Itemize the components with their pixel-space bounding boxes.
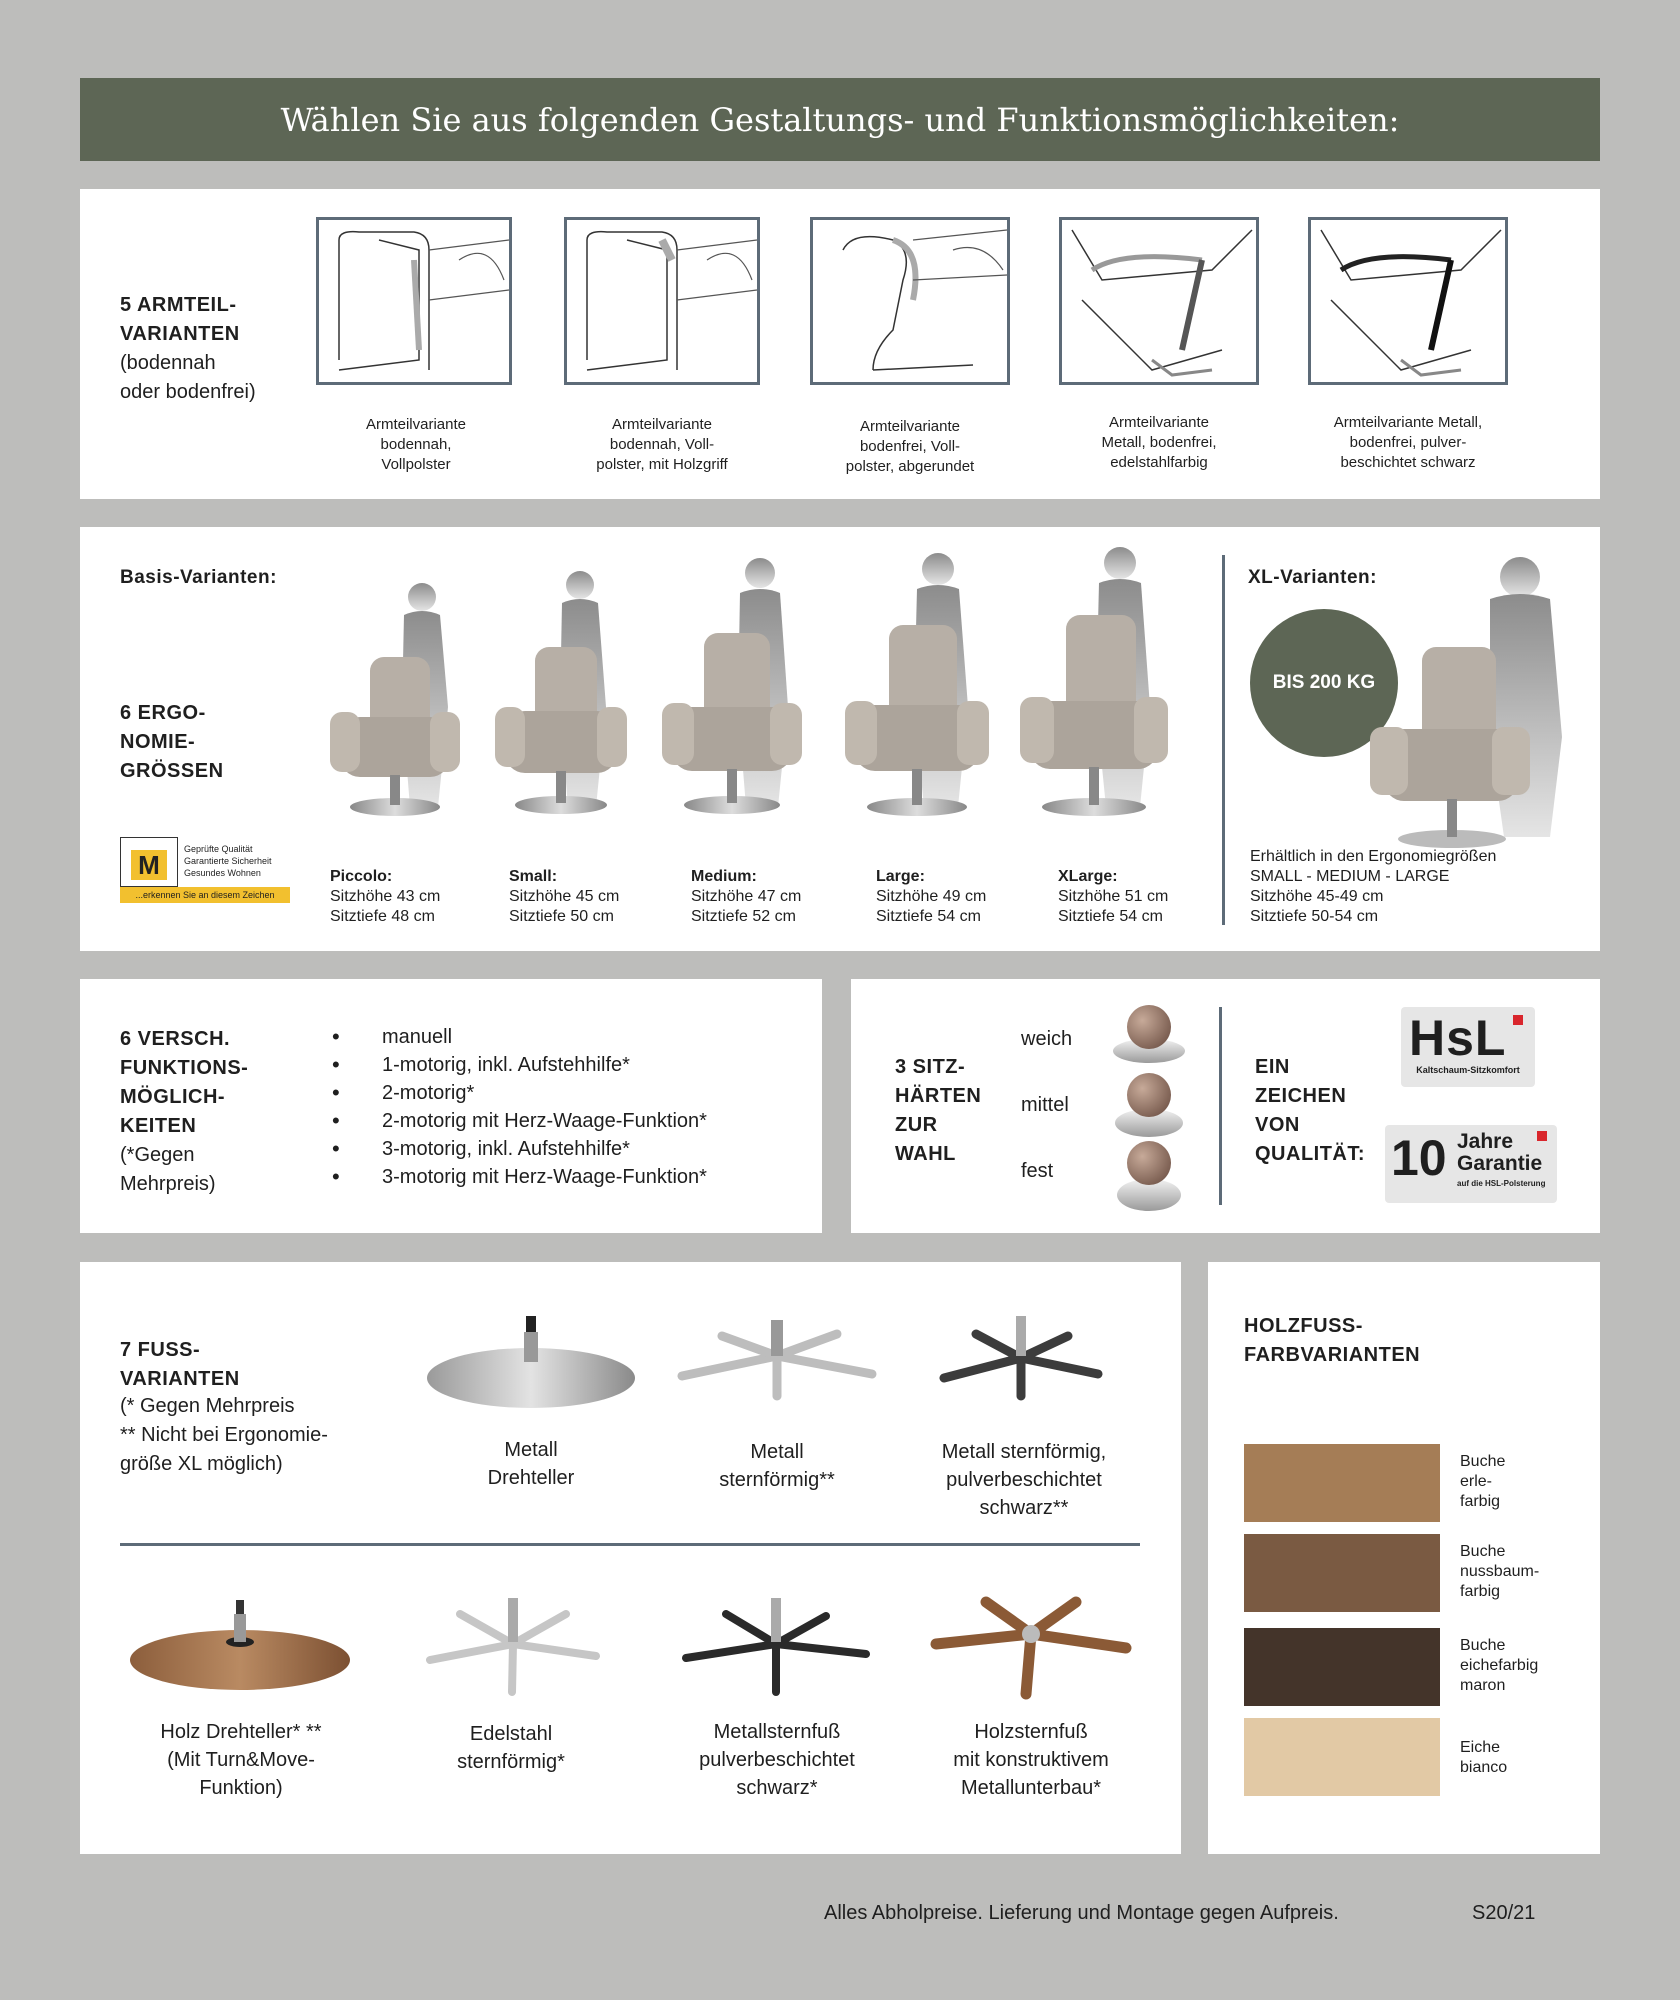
foot-metal-star-black-image [936, 1312, 1106, 1404]
feet-notes: (* Gegen Mehrpreis ** Nicht bei Ergonomie- größe XL möglich) [120, 1395, 328, 1475]
basis-variants-title: Basis-Varianten: [120, 567, 277, 588]
wood-label-buche-nussbaum: Buche nussbaum- farbig [1460, 1543, 1540, 1600]
foot-metal-star-image [672, 1316, 882, 1406]
wood-swatch-buche-nussbaum [1244, 1534, 1440, 1612]
armrest-variant-3-caption: Armteilvariante bodenfrei, Voll- polster, abgerundet [845, 418, 975, 475]
feet-panel [80, 1262, 1181, 1854]
armrest-variant-4-image [1059, 217, 1259, 385]
sizes-panel [80, 527, 1600, 951]
hsl-logo: HsL Kaltschaum-Sitzkomfort [1401, 1007, 1535, 1087]
function-item: • 2-motorig mit Herz-Waage-Funktion* [332, 1107, 707, 1135]
hardness-weich: weich [1021, 1028, 1073, 1050]
armrest-variant-2-caption: Armteilvariante bodennah, Voll- polster, mit Holzgriff [596, 416, 728, 473]
function-item: • 3-motorig mit Herz-Waage-Funktion* [332, 1163, 707, 1191]
ergonomie-chairs-image [320, 537, 1340, 857]
armrest-variant-2-image [564, 217, 760, 385]
page-header [80, 78, 1600, 161]
hsl-accent [1513, 1015, 1523, 1025]
function-item: • 3-motorig, inkl. Aufstehhilfe* [332, 1135, 707, 1163]
ergonomie-sizes-label: 6 ERGO- NOMIE- GRÖSSEN [120, 702, 224, 782]
size-medium: Medium: Sitzhöhe 47 cm Sitztiefe 52 cm [691, 868, 802, 925]
xl-chair-image [1370, 537, 1600, 857]
wood-swatch-buche-maron [1244, 1628, 1440, 1706]
guarantee-accent [1537, 1131, 1547, 1141]
foot-steel-star-image [420, 1592, 606, 1702]
function-item: • 2-motorig* [332, 1079, 707, 1107]
wood-label-eiche-bianco: Eiche bianco [1460, 1739, 1508, 1776]
wood-colors-panel [1208, 1262, 1600, 1854]
hardness-mittel: mittel [1021, 1094, 1069, 1116]
armrest-panel [80, 189, 1600, 499]
functions-label: 6 VERSCH. FUNKTIONS- MÖGLICH- KEITEN [120, 1028, 249, 1137]
armrest-label: 5 ARMTEIL- VARIANTEN [120, 294, 240, 345]
feet-label: 7 FUSS- VARIANTEN [120, 1339, 240, 1390]
foot-metal-star-black-caption: Metall sternförmig, pulverbeschichtet schwarz** [941, 1441, 1107, 1519]
foot-metal-turntable-image [424, 1312, 638, 1412]
functions-list [332, 1023, 707, 1191]
armrest-variant-1-caption: Armteilvariante bodennah, Vollpolster [365, 416, 467, 473]
hardness-quality-divider [1219, 1007, 1222, 1205]
feet-divider [120, 1543, 1140, 1546]
seal-line-1: Geprüfte Qualität [184, 844, 253, 854]
wood-swatch-buche-erle [1244, 1444, 1440, 1522]
quality-seal-logo: M [120, 837, 178, 887]
xl-weight-badge: BIS 200 KG [1250, 609, 1398, 757]
footer-note: Alles Abholpreise. Lieferung und Montage gegen Aufpreis. [824, 1902, 1339, 1924]
size-small: Small: Sitzhöhe 45 cm Sitztiefe 50 cm [509, 868, 620, 925]
armrest-variant-3-image [810, 217, 1010, 385]
armrest-sublabel: (bodennah oder bodenfrei) [120, 352, 256, 403]
page-number: S20/21 [1472, 1902, 1536, 1924]
quality-seal [120, 837, 290, 900]
xl-variants-title: XL-Varianten: [1248, 567, 1377, 588]
hardness-quality-panel [851, 979, 1600, 1233]
armrest-variant-5-caption: Armteilvariante Metall, bodenfrei, pulver- beschichtet schwarz [1333, 414, 1483, 471]
hardness-fest: fest [1021, 1160, 1054, 1182]
wood-label-buche-erle: Buche erle- farbig [1460, 1453, 1506, 1510]
foot-black-star-image [676, 1592, 876, 1702]
seal-line-2: Garantierte Sicherheit [184, 856, 272, 866]
foot-metal-turntable-caption: Metall Drehteller [487, 1439, 575, 1489]
armrest-variant-5-image [1308, 217, 1508, 385]
foot-black-star-caption: Metallsternfuß pulverbeschichtet schwarz* [699, 1721, 855, 1799]
xl-details: Erhältlich in den Ergonomiegrößen SMALL - MEDIUM - LARGE Sitzhöhe 45-49 cm Sitztiefe 50-54 cm [1250, 848, 1497, 925]
functions-panel [80, 979, 822, 1233]
foot-metal-star-caption: Metall sternförmig** [719, 1441, 835, 1491]
xl-divider [1222, 555, 1225, 925]
size-piccolo: Piccolo: Sitzhöhe 43 cm Sitztiefe 48 cm [330, 868, 441, 925]
hardness-spheres-image [1109, 1005, 1189, 1215]
function-item: • manuell [332, 1023, 707, 1051]
function-item: • 1-motorig, inkl. Aufstehhilfe* [332, 1051, 707, 1079]
page-title: Wählen Sie aus folgenden Gestaltungs- und Funktionsmöglichkeiten: [280, 100, 1400, 139]
wood-colors-label: HOLZFUSS- FARBVARIANTEN [1244, 1315, 1421, 1366]
seal-footer: ...erkennen Sie an diesem Zeichen [120, 887, 290, 903]
armrest-variant-4-caption: Armteilvariante Metall, bodenfrei, edelstahlfarbig [1101, 414, 1217, 471]
size-large: Large: Sitzhöhe 49 cm Sitztiefe 54 cm [876, 868, 987, 925]
armrest-variant-1-image [316, 217, 512, 385]
foot-wood-turntable-image [128, 1594, 352, 1694]
wood-label-buche-maron: Buche eichefarbig maron [1460, 1637, 1539, 1694]
functions-sublabel: (*Gegen Mehrpreis) [120, 1144, 216, 1195]
foot-wood-star-caption: Holzsternfuß mit konstruktivem Metallunterbau* [953, 1721, 1109, 1799]
hardness-label: 3 SITZ- HÄRTEN ZUR WAHL [895, 1056, 982, 1165]
guarantee-badge: 10 Jahre Garantie auf die HSL-Polsterung [1385, 1125, 1557, 1203]
wood-swatch-eiche-bianco [1244, 1718, 1440, 1796]
size-xlarge: XLarge: Sitzhöhe 51 cm Sitztiefe 54 cm [1058, 868, 1169, 925]
seal-line-3: Gesundes Wohnen [184, 868, 261, 878]
foot-wood-star-image [926, 1588, 1136, 1704]
foot-steel-star-caption: Edelstahl sternförmig* [457, 1723, 565, 1773]
quality-label: EIN ZEICHEN VON QUALITÄT: [1255, 1056, 1366, 1165]
foot-wood-turntable-caption: Holz Drehteller* ** (Mit Turn&Move- Funktion) [160, 1721, 322, 1799]
